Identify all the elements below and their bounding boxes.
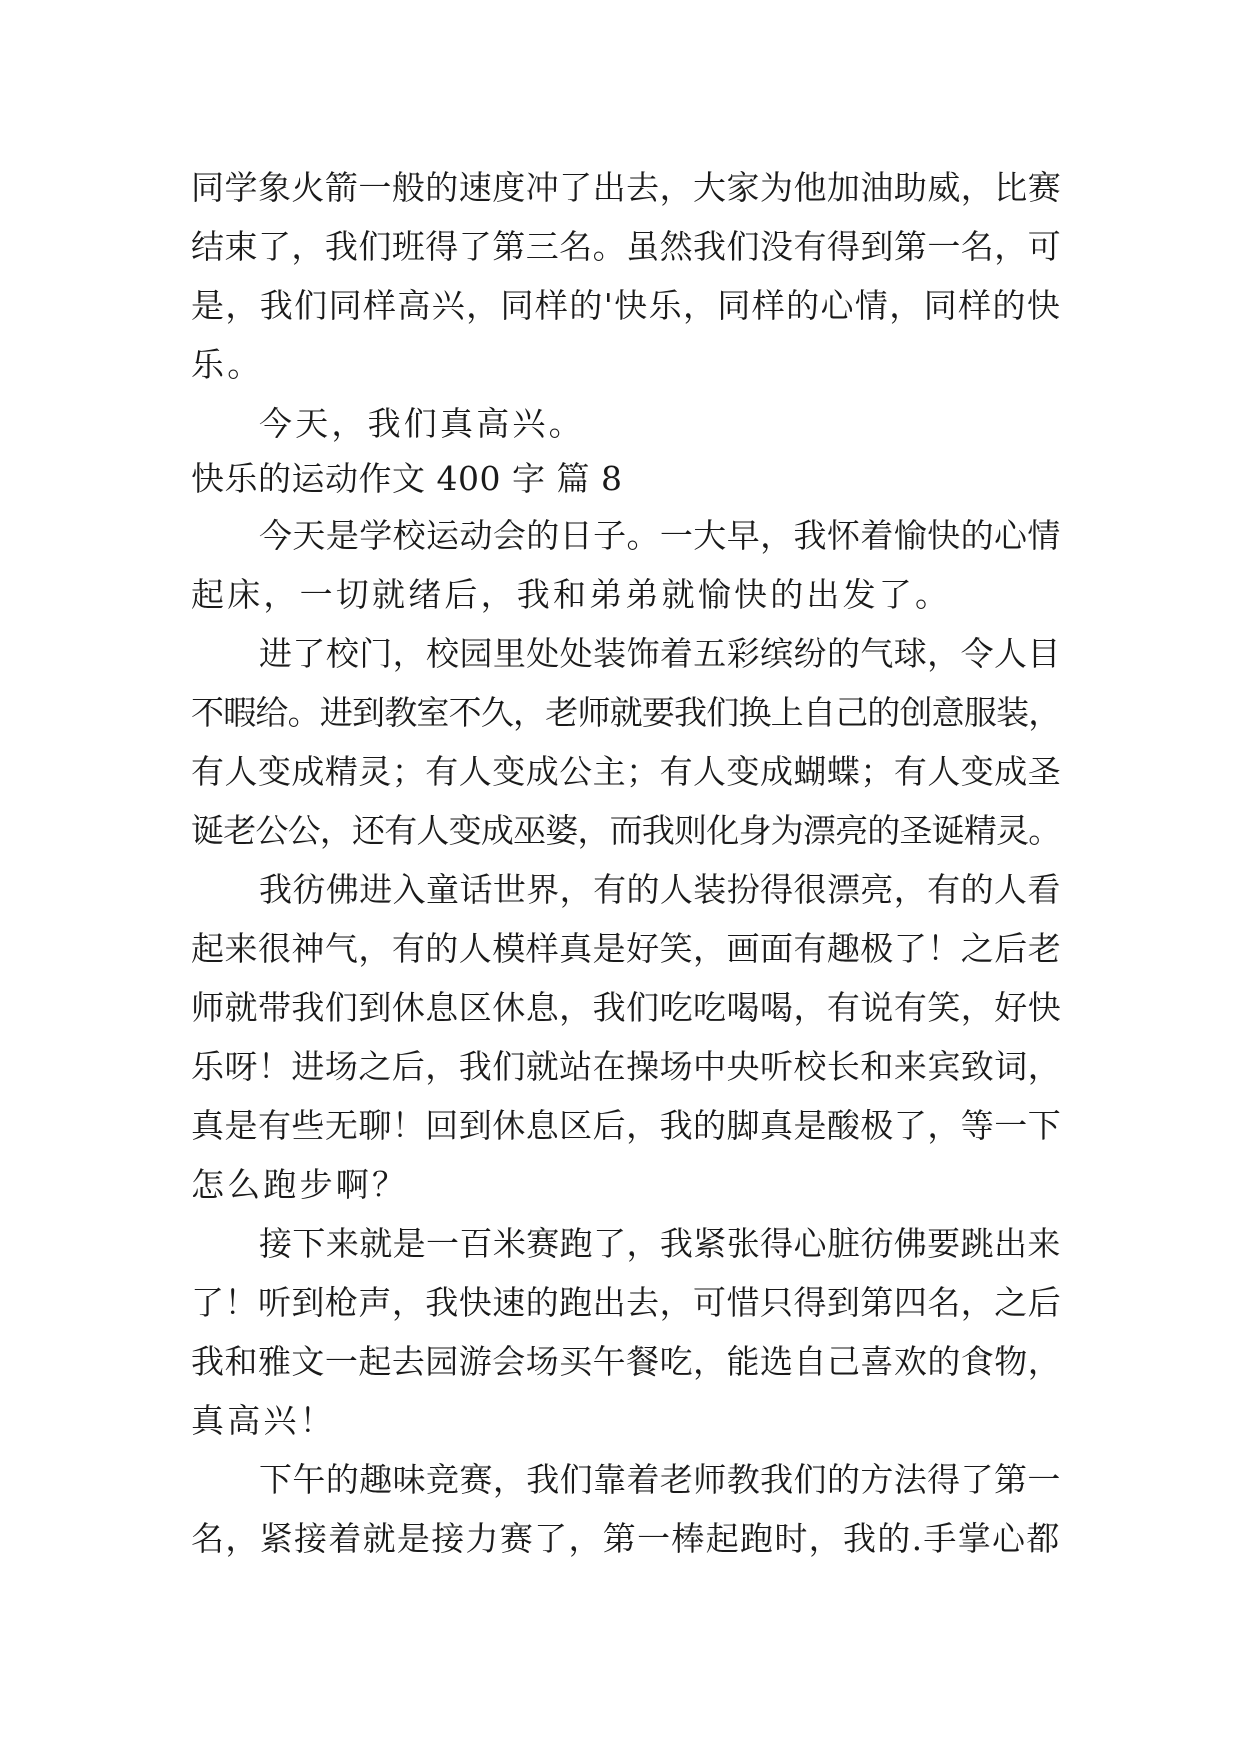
text-line: 怎么跑步啊？ (191, 1165, 409, 1204)
text-line: 今天是学校运动会的日子。一大早，我怀着愉快的心情 (259, 516, 1061, 555)
text-line: 是，我们同样高兴，同样的'快乐，同样的心情，同样的快 (191, 286, 1062, 325)
text-line: 诞老公公，还有人变成巫婆，而我则化身为漂亮的圣诞精灵。 (191, 811, 1061, 850)
text-line: 了！听到枪声，我快速的跑出去，可惜只得到第四名，之后 (191, 1283, 1062, 1322)
text-line: 我和雅文一起去园游会场买午餐吃，能选自己喜欢的食物， (191, 1342, 1062, 1381)
text-line: 起床，一切就绪后，我和弟弟就愉快的出发了。 (191, 575, 952, 614)
text-line: 乐呀！进场之后，我们就站在操场中央听校长和来宾致词， (191, 1047, 1062, 1086)
section-heading: 快乐的运动作文 400 字 篇 8 (191, 459, 623, 498)
text-line: 不暇给。进到教室不久，老师就要我们换上自己的创意服装， (191, 693, 1061, 732)
text-line: 真是有些无聊！回到休息区后，我的脚真是酸极了，等一下 (191, 1106, 1062, 1145)
text-line: 起来很神气，有的人模样真是好笑，画面有趣极了！之后老 (191, 929, 1062, 968)
text-line: 接下来就是一百米赛跑了，我紧张得心脏彷佛要跳出来 (259, 1224, 1061, 1263)
text-line: 进了校门，校园里处处装饰着五彩缤纷的气球，令人目 (259, 634, 1061, 673)
text-line: 有人变成精灵；有人变成公主；有人变成蝴蝶；有人变成圣 (191, 752, 1062, 791)
text-line: 我彷佛进入童话世界，有的人装扮得很漂亮，有的人看 (259, 870, 1061, 909)
text-line: 名，紧接着就是接力赛了，第一棒起跑时，我的.手掌心都 (191, 1519, 1061, 1558)
text-line: 师就带我们到休息区休息，我们吃吃喝喝，有说有笑，好快 (191, 988, 1062, 1027)
text-line: 真高兴！ (191, 1401, 336, 1440)
text-line: 今天，我们真高兴。 (259, 404, 585, 443)
text-line: 同学象火箭一般的速度冲了出去，大家为他加油助威，比赛 (191, 168, 1062, 207)
text-line: 下午的趣味竞赛，我们靠着老师教我们的方法得了第一 (259, 1460, 1061, 1499)
text-line: 结束了，我们班得了第三名。虽然我们没有得到第一名，可 (191, 227, 1062, 266)
text-line: 乐。 (191, 345, 264, 384)
